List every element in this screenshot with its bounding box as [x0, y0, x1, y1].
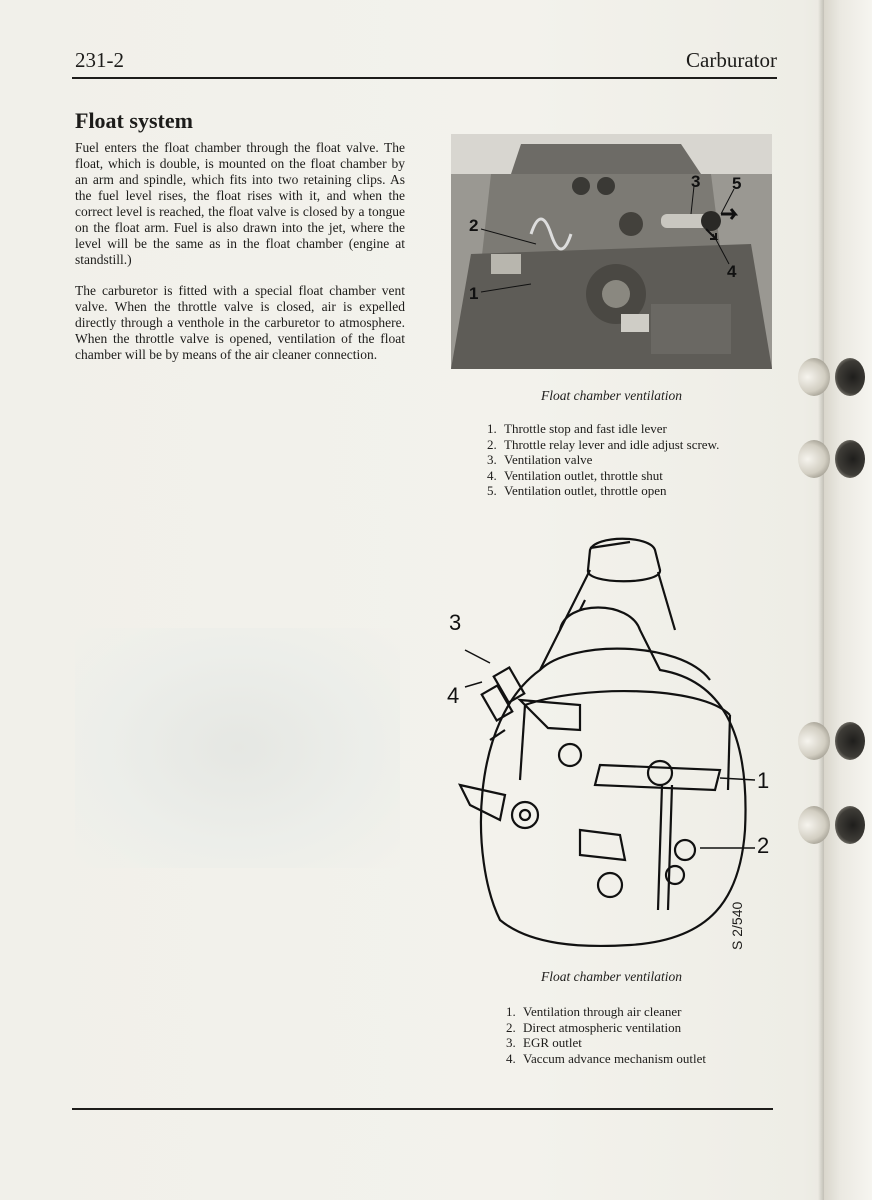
legend-text: Throttle stop and fast idle lever: [504, 421, 667, 436]
punch-hole: [835, 722, 865, 760]
figure-1-legend: [487, 421, 719, 499]
legend-number: 3.: [487, 452, 497, 467]
legend-item: [506, 1004, 706, 1020]
legend-number: 2.: [506, 1019, 516, 1035]
legend-number: 4.: [487, 467, 497, 483]
legend-text: Ventilation valve: [504, 452, 593, 467]
legend-number: 4.: [506, 1050, 516, 1066]
footer-rule: [72, 1108, 773, 1110]
legend-text: Throttle relay lever and idle adjust screw.: [504, 436, 720, 452]
legend-text: Ventilation outlet, throttle shut: [504, 467, 663, 483]
legend-item: [487, 437, 719, 453]
carburetor-photo: [451, 134, 772, 369]
drawing-code: S 2/540: [729, 901, 745, 950]
legend-item: [506, 1035, 706, 1051]
figure-2-caption: Float chamber ventilation: [541, 969, 682, 984]
float-system-heading: Float system: [75, 108, 193, 133]
punch-hole: [835, 358, 865, 396]
figure-2-legend: [506, 1004, 706, 1066]
legend-number: 2.: [487, 436, 497, 452]
header-rule: [72, 77, 777, 79]
photo-callout-5: 5: [732, 174, 742, 193]
photo-callout-3: 3: [691, 172, 701, 191]
legend-item: [487, 452, 719, 468]
photo-callout-4: 4: [727, 262, 737, 281]
legend-number: 1.: [506, 1004, 516, 1019]
legend-number: 5.: [487, 483, 497, 498]
legend-item: [506, 1020, 706, 1036]
legend-item: [487, 483, 719, 499]
carburetor-photo-art: [451, 134, 772, 369]
page-number: 231-2: [75, 48, 124, 72]
legend-text: Ventilation through air cleaner: [523, 1004, 682, 1019]
punch-hole: [798, 440, 830, 478]
figure-1-caption: Float chamber ventilation: [541, 388, 682, 403]
faded-bleed-through-image: [75, 628, 400, 868]
carburetor-line-drawing: [430, 530, 780, 955]
drawing-callout-4: 4: [447, 683, 460, 708]
legend-item: [487, 468, 719, 484]
punch-hole: [835, 806, 865, 844]
drawing-callout-3: 3: [449, 610, 462, 635]
legend-text: EGR outlet: [523, 1035, 582, 1050]
legend-number: 1.: [487, 421, 497, 436]
photo-callout-1: 1: [469, 284, 479, 303]
section-title-header: Carburator: [686, 48, 777, 72]
drawing-callout-1: 1: [757, 768, 770, 793]
float-system-paragraph-1: Fuel enters the float chamber through the float valve. The float, which is double, is mounted on the float chamber by an arm and spindle, which fits into two retaining clips. As the fuel level rises, the float rises with it, and when the correct level is reached, the float valve is closed by a tongue on the float arm. Fuel is also drawn into the jet, where the level will be the same as in the float chamber (engine at standstill.): [75, 140, 405, 267]
punch-hole: [798, 722, 830, 760]
legend-text: Vaccum advance mechanism outlet: [523, 1050, 707, 1066]
legend-text: Direct atmospheric ventilation: [523, 1019, 682, 1035]
legend-text: Ventilation outlet, throttle open: [504, 483, 667, 498]
binder-strip: [824, 0, 872, 1200]
legend-item: [506, 1051, 706, 1067]
float-system-paragraph-2: The carburetor is fitted with a special float chamber vent valve. When the throttle valve is closed, air is expelled directly through a venthole in the carburetor to atmosphere. When the throttle valve is opened, ventilation of the float chamber will be by means of the air cleaner connection.: [75, 283, 405, 362]
punch-hole: [798, 358, 830, 396]
legend-item: [487, 421, 719, 437]
legend-number: 3.: [506, 1035, 516, 1050]
photo-callout-2: 2: [469, 216, 479, 235]
drawing-callout-2: 2: [757, 833, 770, 858]
punch-hole: [798, 806, 830, 844]
punch-hole: [835, 440, 865, 478]
